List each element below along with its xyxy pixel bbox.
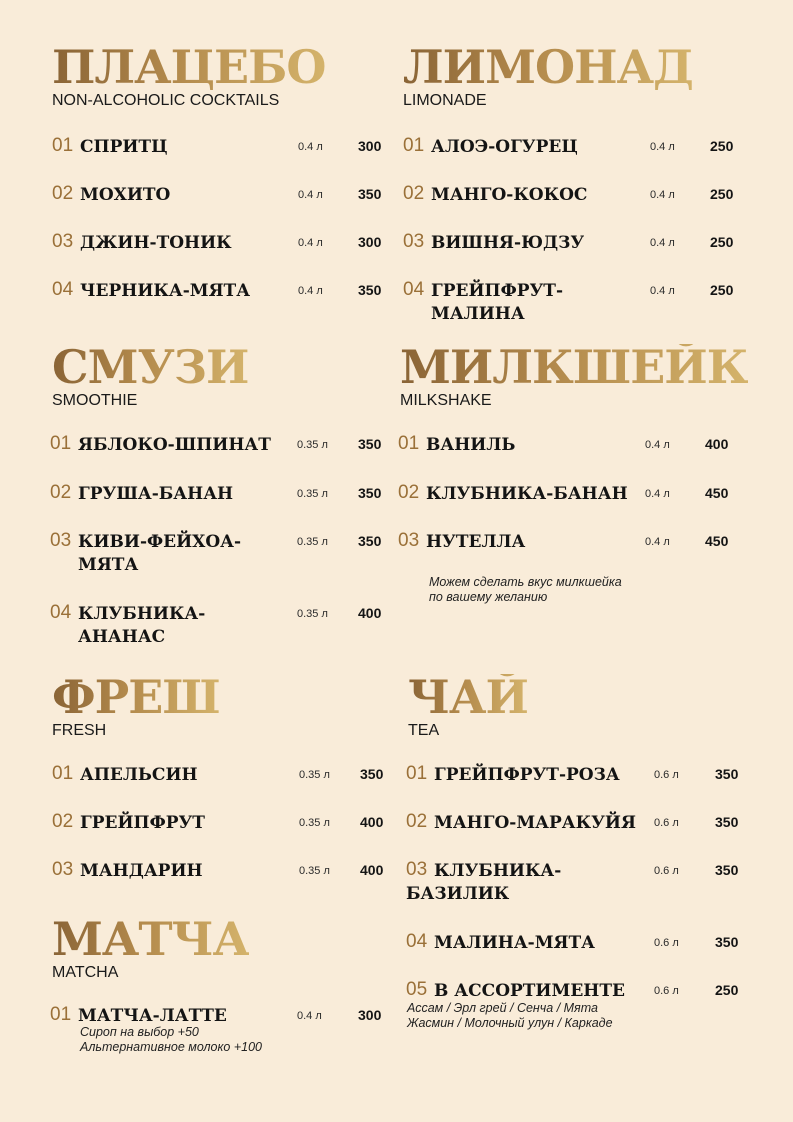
item-price: 400 xyxy=(358,605,382,621)
section-title: МАТЧА xyxy=(52,912,250,966)
section-tea xyxy=(408,670,528,740)
item-number: 01 xyxy=(52,763,74,784)
item-name: МАНДАРИН xyxy=(80,861,203,881)
item-name: МАТЧА-ЛАТТЕ xyxy=(78,1006,227,1026)
item-number: 03 xyxy=(398,530,420,551)
item-number: 05 xyxy=(406,979,428,1000)
milkshake-note xyxy=(429,575,622,605)
section-subtitle: SMOOTHIE xyxy=(52,392,138,409)
note-line: Альтернативное молоко +100 xyxy=(80,1040,262,1054)
section-subtitle: NON-ALCOHOLIC COCKTAILS xyxy=(52,92,280,109)
item-name: ГРЕЙПФРУТ-РОЗА xyxy=(434,765,620,785)
item-name: АНАНАС xyxy=(78,627,166,647)
item-volume: 0.35 л xyxy=(297,536,328,548)
item-name: СПРИТЦ xyxy=(80,137,168,157)
item-volume: 0.4 л xyxy=(298,189,323,201)
item-number: 03 xyxy=(406,859,428,880)
section-lemonade xyxy=(403,40,693,110)
section-subtitle: MATCHA xyxy=(52,964,119,981)
item-number: 02 xyxy=(50,482,72,503)
item-name: НУТЕЛЛА xyxy=(426,532,526,552)
item-volume: 0.4 л xyxy=(650,141,675,153)
item-volume: 0.4 л xyxy=(297,1010,322,1022)
item-number: 04 xyxy=(406,931,428,952)
item-volume: 0.6 л xyxy=(654,985,679,997)
item-volume: 0.4 л xyxy=(298,141,323,153)
item-number: 02 xyxy=(52,811,74,832)
section-placebo xyxy=(52,40,326,110)
item-name: АПЕЛЬСИН xyxy=(80,765,198,785)
item-name: ГРУША-БАНАН xyxy=(78,484,234,504)
item-volume: 0.4 л xyxy=(650,285,675,297)
tea-note xyxy=(407,1001,613,1031)
item-name: МАНГО-КОКОС xyxy=(431,185,588,205)
item-number: 01 xyxy=(50,433,72,454)
item-name: ВАНИЛЬ xyxy=(426,435,516,455)
item-volume: 0.4 л xyxy=(298,237,323,249)
item-price: 300 xyxy=(358,234,382,250)
item-price: 350 xyxy=(358,485,382,501)
item-volume: 0.35 л xyxy=(297,608,328,620)
note-line: Можем сделать вкус милкшейка xyxy=(429,575,622,589)
section-fresh xyxy=(52,670,220,740)
item-price: 250 xyxy=(710,282,734,298)
section-milkshake xyxy=(400,340,748,410)
item-number: 03 xyxy=(52,231,74,252)
item-volume: 0.4 л xyxy=(645,536,670,548)
item-volume: 0.6 л xyxy=(654,817,679,829)
item-name: МАЛИНА xyxy=(431,304,525,324)
item-name: КЛУБНИКА- xyxy=(78,604,206,624)
item-number: 02 xyxy=(52,183,74,204)
section-title: ЧАЙ xyxy=(408,670,528,724)
note-line: Сироп на выбор +50 xyxy=(80,1025,199,1039)
note-line: Ассам / Эрл грей / Сенча / Мята xyxy=(407,1001,598,1015)
section-title: ПЛАЦЕБО xyxy=(52,40,326,94)
item-number: 02 xyxy=(398,482,420,503)
item-name: ЧЕРНИКА-МЯТА xyxy=(80,281,251,301)
item-number: 02 xyxy=(403,183,425,204)
item-name: ДЖИН-ТОНИК xyxy=(80,233,232,253)
item-price: 300 xyxy=(358,1007,382,1023)
item-name: КЛУБНИКА- xyxy=(434,861,562,881)
section-title: ФРЕШ xyxy=(52,670,220,724)
item-number: 03 xyxy=(52,859,74,880)
section-title: МИЛКШЕЙК xyxy=(400,340,748,394)
section-title: СМУЗИ xyxy=(52,340,249,394)
item-price: 350 xyxy=(358,282,382,298)
item-price: 350 xyxy=(360,766,384,782)
item-volume: 0.35 л xyxy=(299,769,330,781)
item-number: 03 xyxy=(403,231,425,252)
item-volume: 0.6 л xyxy=(654,937,679,949)
item-number: 01 xyxy=(398,433,420,454)
section-smoothie xyxy=(52,340,249,410)
item-name: МОХИТО xyxy=(80,185,171,205)
item-volume: 0.35 л xyxy=(299,865,330,877)
item-price: 250 xyxy=(710,186,734,202)
section-matcha xyxy=(52,912,250,982)
item-name: ГРЕЙПФРУТ- xyxy=(431,281,564,301)
item-volume: 0.35 л xyxy=(297,439,328,451)
section-subtitle: FRESH xyxy=(52,722,107,739)
item-price: 350 xyxy=(358,186,382,202)
section-subtitle: LIMONADE xyxy=(403,92,487,109)
item-price: 350 xyxy=(715,862,739,878)
item-volume: 0.6 л xyxy=(654,865,679,877)
item-number: 01 xyxy=(52,135,74,156)
item-number: 04 xyxy=(50,602,72,623)
item-price: 350 xyxy=(715,814,739,830)
item-name: КЛУБНИКА-БАНАН xyxy=(426,484,628,504)
item-price: 350 xyxy=(358,533,382,549)
item-name: МАНГО-МАРАКУЙЯ xyxy=(434,813,636,833)
item-name: МЯТА xyxy=(78,555,139,575)
item-name: МАЛИНА-МЯТА xyxy=(434,933,596,953)
item-price: 350 xyxy=(715,766,739,782)
item-name: В АССОРТИМЕНТЕ xyxy=(434,981,625,1001)
item-price: 350 xyxy=(358,436,382,452)
section-title: ЛИМОНАД xyxy=(403,40,693,94)
item-volume: 0.4 л xyxy=(650,189,675,201)
item-volume: 0.4 л xyxy=(650,237,675,249)
item-name: ГРЕЙПФРУТ xyxy=(80,813,205,833)
item-number: 04 xyxy=(52,279,74,300)
section-subtitle: TEA xyxy=(408,722,440,739)
item-volume: 0.4 л xyxy=(298,285,323,297)
item-number: 01 xyxy=(403,135,425,156)
item-price: 250 xyxy=(710,234,734,250)
item-price: 400 xyxy=(360,814,384,830)
item-volume: 0.4 л xyxy=(645,488,670,500)
note-line: Жасмин / Молочный улун / Каркаде xyxy=(407,1016,613,1030)
matcha-note xyxy=(80,1025,262,1055)
item-name: ЯБЛОКО-ШПИНАТ xyxy=(78,435,271,455)
item-price: 400 xyxy=(360,862,384,878)
note-line: по вашему желанию xyxy=(429,590,548,604)
item-number: 01 xyxy=(50,1004,72,1025)
item-name: БАЗИЛИК xyxy=(406,884,510,904)
item-price: 350 xyxy=(715,934,739,950)
item-price: 450 xyxy=(705,485,729,501)
item-number: 03 xyxy=(50,530,72,551)
item-name: ВИШНЯ-ЮДЗУ xyxy=(431,233,585,253)
item-volume: 0.4 л xyxy=(645,439,670,451)
item-name: АЛОЭ-ОГУРЕЦ xyxy=(431,137,578,157)
item-volume: 0.35 л xyxy=(299,817,330,829)
item-volume: 0.6 л xyxy=(654,769,679,781)
item-name: КИВИ-ФЕЙХОА- xyxy=(78,532,242,552)
item-price: 250 xyxy=(710,138,734,154)
item-price: 450 xyxy=(705,533,729,549)
item-number: 04 xyxy=(403,279,425,300)
item-volume: 0.35 л xyxy=(297,488,328,500)
item-price: 400 xyxy=(705,436,729,452)
item-number: 02 xyxy=(406,811,428,832)
item-price: 250 xyxy=(715,982,739,998)
section-subtitle: MILKSHAKE xyxy=(400,392,492,409)
item-number: 01 xyxy=(406,763,428,784)
item-price: 300 xyxy=(358,138,382,154)
